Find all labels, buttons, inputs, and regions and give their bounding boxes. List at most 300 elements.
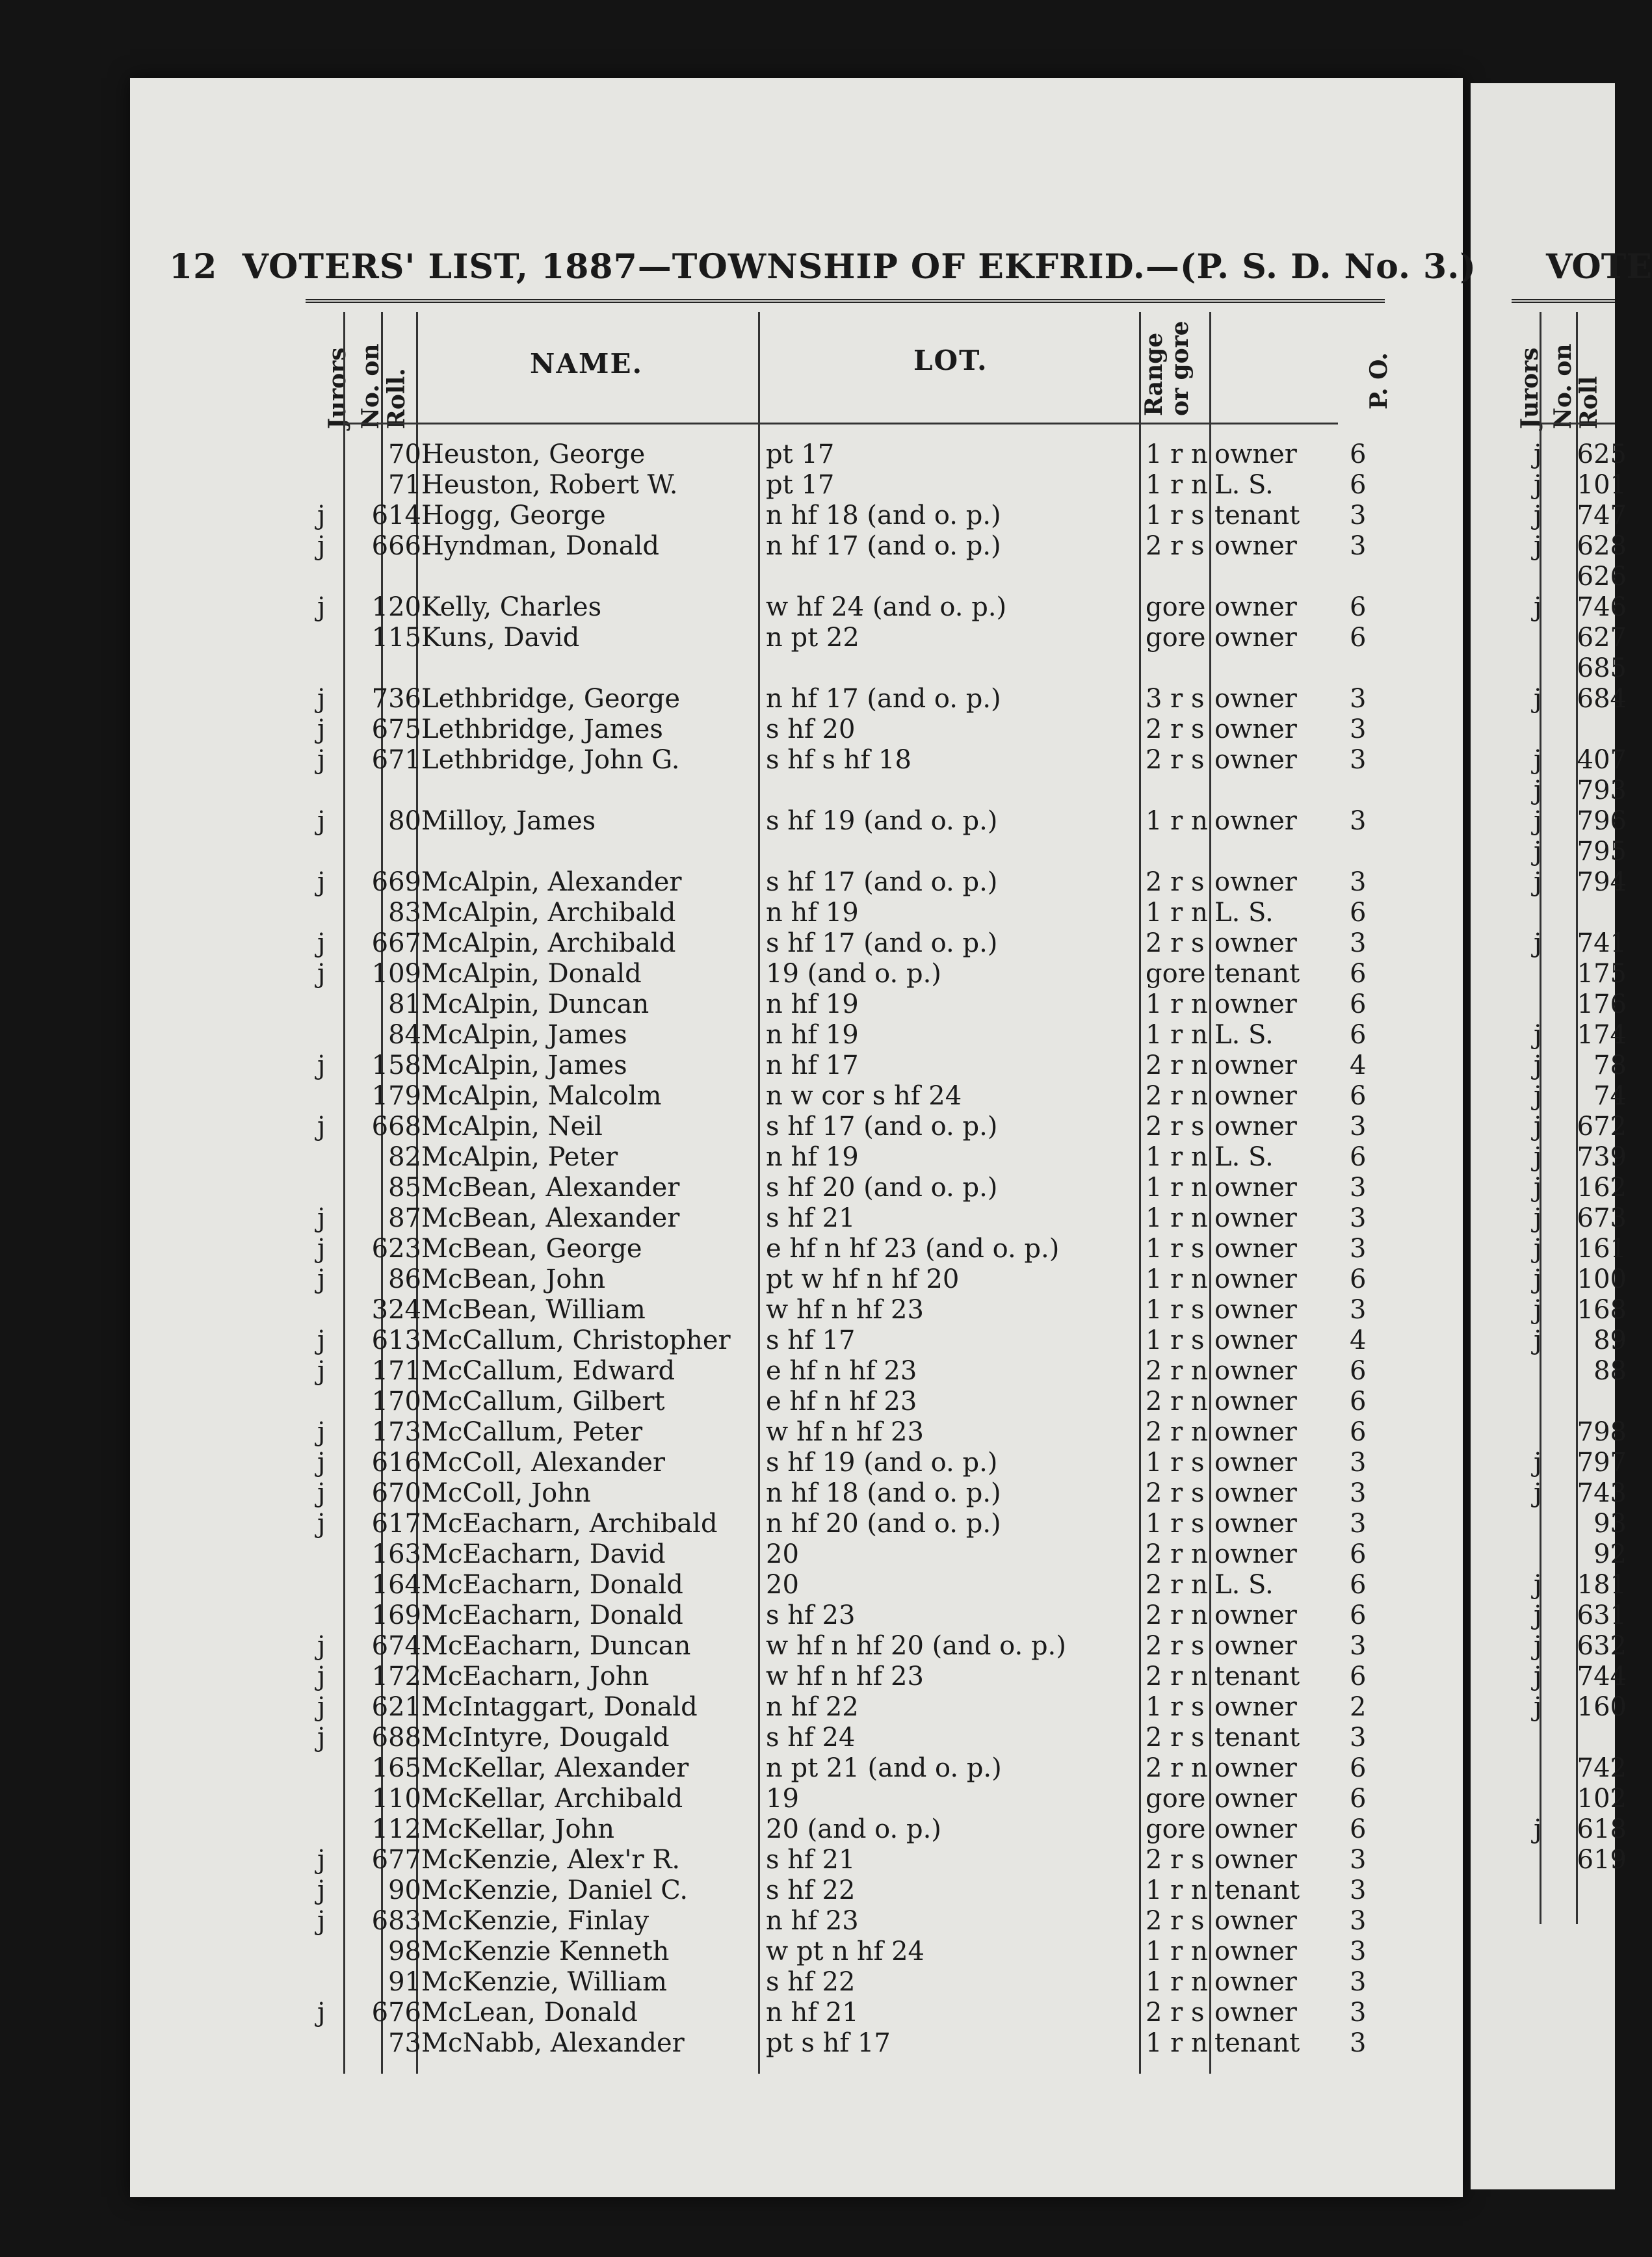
roll-number: 73 (388, 2028, 421, 2058)
roll-number: 170 (371, 1387, 421, 1416)
tenure-status: owner (1214, 806, 1297, 836)
range-or-gore: 1 r s (1146, 1295, 1205, 1325)
voter-name: McEacharn, David (421, 1539, 666, 1569)
rule-lot (758, 312, 760, 2074)
juror-mark: j (317, 806, 326, 836)
voter-name: McBean, John (421, 1264, 606, 1294)
voter-name: McKellar, Archibald (421, 1784, 683, 1814)
tenure-status: owner (1214, 1845, 1297, 1875)
range-or-gore: 2 r n (1146, 1662, 1208, 1691)
roll-number: 677 (371, 1845, 421, 1875)
tenure-status: owner (1214, 1356, 1297, 1386)
facing-juror-mark: j (1534, 1264, 1542, 1294)
range-or-gore: 2 r n (1146, 1356, 1208, 1386)
post-office: 3 (1350, 1203, 1367, 1233)
tenure-status: tenant (1214, 959, 1300, 989)
post-office: 3 (1350, 1875, 1367, 1905)
lot-description: n hf 19 (766, 1020, 859, 1050)
juror-mark: j (317, 1631, 326, 1661)
post-office: 6 (1350, 1600, 1367, 1630)
facing-juror-mark: j (1534, 1692, 1542, 1722)
lot-description: s hf 19 (and o. p.) (766, 806, 998, 836)
facing-roll-number: 175 (1577, 959, 1627, 989)
facing-roll-number: 174 (1577, 1020, 1627, 1050)
lot-description: s hf 23 (766, 1600, 856, 1630)
tenure-status: owner (1214, 1417, 1297, 1447)
voter-name: McAlpin, James (421, 1050, 627, 1080)
facing-roll-number: 797 (1577, 1448, 1627, 1478)
voter-name: McBean, George (421, 1234, 642, 1264)
range-or-gore: 1 r s (1146, 501, 1205, 530)
roll-number: 70 (388, 439, 421, 469)
roll-number: 163 (371, 1539, 421, 1569)
roll-number: 82 (388, 1142, 421, 1172)
tenure-status: tenant (1214, 1875, 1300, 1905)
range-or-gore: 2 r s (1146, 928, 1205, 958)
facing-roll-number: 74 (1593, 1081, 1627, 1111)
juror-mark: j (317, 1478, 326, 1508)
facing-juror-mark: j (1534, 1203, 1542, 1233)
range-or-gore: 2 r s (1146, 1478, 1205, 1508)
facing-roll-number: 798 (1577, 1417, 1627, 1447)
rule-range (1139, 312, 1141, 2074)
range-or-gore: 1 r n (1146, 1142, 1208, 1172)
roll-number: 120 (371, 592, 421, 622)
post-office: 6 (1350, 1417, 1367, 1447)
facing-juror-mark: j (1534, 531, 1542, 561)
voter-name: McAlpin, Malcolm (421, 1081, 662, 1111)
post-office: 3 (1350, 1509, 1367, 1539)
lot-description: w hf n hf 23 (766, 1295, 924, 1325)
voter-name: Milloy, James (421, 806, 596, 836)
voter-name: McEacharn, Duncan (421, 1631, 691, 1661)
roll-number: 683 (371, 1906, 421, 1936)
lot-description: s hf s hf 18 (766, 745, 911, 775)
tenure-status: owner (1214, 1784, 1297, 1814)
voter-name: Lethbridge, John G. (421, 745, 680, 775)
juror-mark: j (317, 1845, 326, 1875)
tenure-status: L. S. (1214, 1570, 1274, 1600)
post-office: 3 (1350, 1448, 1367, 1478)
post-office: 3 (1350, 1631, 1367, 1661)
range-or-gore: 2 r n (1146, 1570, 1208, 1600)
roll-number: 109 (371, 959, 421, 989)
post-office: 3 (1350, 2028, 1367, 2058)
tenure-status: owner (1214, 1631, 1297, 1661)
juror-mark: j (317, 684, 326, 714)
tenure-status: owner (1214, 1203, 1297, 1233)
tenure-status: owner (1214, 1937, 1297, 1966)
juror-mark: j (317, 867, 326, 897)
lot-description: n hf 19 (766, 989, 859, 1019)
roll-number: 676 (371, 1998, 421, 2028)
lot-description: n hf 17 (and o. p.) (766, 531, 1001, 561)
tenure-status: owner (1214, 928, 1297, 958)
tenure-status: owner (1214, 1387, 1297, 1416)
roll-number: 172 (371, 1662, 421, 1691)
post-office: 3 (1350, 1112, 1367, 1142)
range-or-gore: gore (1146, 1784, 1206, 1814)
roll-number: 179 (371, 1081, 421, 1111)
lot-description: 20 (766, 1539, 799, 1569)
roll-number: 80 (388, 806, 421, 836)
post-office: 3 (1350, 1295, 1367, 1325)
facing-col-no-on-roll: No. on Roll (1549, 343, 1603, 429)
facing-header-rule (1512, 299, 1615, 303)
tenure-status: owner (1214, 714, 1297, 744)
post-office: 4 (1350, 1050, 1367, 1080)
facing-roll-number: 795 (1577, 837, 1627, 867)
col-po: P. O. (1365, 352, 1393, 410)
juror-mark: j (317, 531, 326, 561)
facing-roll-number: 100 (1577, 1264, 1627, 1294)
voter-name: McEacharn, Archibald (421, 1509, 718, 1539)
facing-juror-mark: j (1534, 1325, 1542, 1355)
col-lot: LOT. (913, 345, 988, 376)
range-or-gore: gore (1146, 1814, 1206, 1844)
voter-name: McEacharn, Donald (421, 1600, 683, 1630)
facing-roll-number: 741 (1577, 928, 1627, 958)
juror-mark: j (317, 592, 326, 622)
lot-description: 19 (766, 1784, 799, 1814)
post-office: 6 (1350, 439, 1367, 469)
range-or-gore: 2 r s (1146, 1723, 1205, 1753)
juror-mark: j (317, 1417, 326, 1447)
lot-description: e hf n hf 23 (766, 1387, 917, 1416)
post-office: 3 (1350, 1906, 1367, 1936)
facing-juror-mark: j (1534, 1570, 1542, 1600)
tenure-status: tenant (1214, 1662, 1300, 1691)
voter-name: McKenzie Kenneth (421, 1937, 670, 1966)
juror-mark: j (317, 745, 326, 775)
juror-mark: j (317, 1325, 326, 1355)
voter-name: Kelly, Charles (421, 592, 602, 622)
range-or-gore: 2 r s (1146, 1998, 1205, 2028)
facing-juror-mark: j (1534, 1050, 1542, 1080)
post-office: 6 (1350, 959, 1367, 989)
page-title: VOTERS' LIST, 1887—TOWNSHIP OF EKFRID.—(P. S. D. No. 3.) (242, 247, 1476, 287)
lot-description: n hf 19 (766, 898, 859, 928)
lot-description: w hf 24 (and o. p.) (766, 592, 1007, 622)
facing-roll-number: 168 (1577, 1295, 1627, 1325)
roll-number: 164 (371, 1570, 421, 1600)
tenure-status: owner (1214, 1753, 1297, 1783)
range-or-gore: 1 r n (1146, 1020, 1208, 1050)
lot-description: w hf n hf 23 (766, 1417, 924, 1447)
facing-roll-number: 619 (1577, 1845, 1627, 1875)
tenure-status: owner (1214, 867, 1297, 897)
roll-number: 666 (371, 531, 421, 561)
range-or-gore: 2 r n (1146, 1539, 1208, 1569)
lot-description: s hf 17 (and o. p.) (766, 867, 998, 897)
roll-number: 324 (371, 1295, 421, 1325)
tenure-status: owner (1214, 439, 1297, 469)
range-or-gore: 2 r n (1146, 1417, 1208, 1447)
facing-roll-number: 162 (1577, 1173, 1627, 1203)
post-office: 6 (1350, 989, 1367, 1019)
roll-number: 110 (371, 1784, 421, 1814)
tenure-status: owner (1214, 1600, 1297, 1630)
range-or-gore: 1 r n (1146, 1875, 1208, 1905)
voter-name: McAlpin, Donald (421, 959, 642, 989)
roll-number: 169 (371, 1600, 421, 1630)
facing-juror-mark: j (1534, 1295, 1542, 1325)
range-or-gore: 1 r s (1146, 1509, 1205, 1539)
facing-juror-mark: j (1534, 867, 1542, 897)
col-name: NAME. (530, 348, 644, 380)
juror-mark: j (317, 959, 326, 989)
facing-roll-number: 747 (1577, 501, 1627, 530)
range-or-gore: 3 r s (1146, 684, 1205, 714)
facing-roll-number: 618 (1577, 1814, 1627, 1844)
juror-mark: j (317, 1234, 326, 1264)
range-or-gore: 2 r s (1146, 1906, 1205, 1936)
range-or-gore: 1 r n (1146, 2028, 1208, 2058)
facing-header-bottom-rule (1540, 423, 1615, 424)
voter-name: McKenzie, Finlay (421, 1906, 649, 1936)
voter-name: McCallum, Gilbert (421, 1387, 665, 1416)
post-office: 6 (1350, 1081, 1367, 1111)
post-office: 3 (1350, 1845, 1367, 1875)
post-office: 6 (1350, 898, 1367, 928)
tenure-status: owner (1214, 1998, 1297, 2028)
post-office: 3 (1350, 714, 1367, 744)
facing-roll-number: 631 (1577, 1600, 1627, 1630)
post-office: 6 (1350, 1570, 1367, 1600)
roll-number: 87 (388, 1203, 421, 1233)
range-or-gore: 1 r n (1146, 1203, 1208, 1233)
post-office: 3 (1350, 867, 1367, 897)
voter-name: McEacharn, Donald (421, 1570, 683, 1600)
post-office: 4 (1350, 1325, 1367, 1355)
range-or-gore: 2 r s (1146, 714, 1205, 744)
facing-roll-number: 160 (1577, 1692, 1627, 1722)
lot-description: n w cor s hf 24 (766, 1081, 962, 1111)
facing-roll-number: 101 (1577, 470, 1627, 500)
post-office: 3 (1350, 1937, 1367, 1966)
facing-roll-number: 793 (1577, 776, 1627, 805)
lot-description: w hf n hf 23 (766, 1662, 924, 1691)
tenure-status: tenant (1214, 501, 1300, 530)
facing-juror-mark: j (1534, 1814, 1542, 1844)
roll-number: 621 (371, 1692, 421, 1722)
range-or-gore: 2 r s (1146, 1112, 1205, 1142)
juror-mark: j (317, 1203, 326, 1233)
roll-number: 616 (371, 1448, 421, 1478)
voter-name: McAlpin, Archibald (421, 928, 676, 958)
tenure-status: owner (1214, 1478, 1297, 1508)
range-or-gore: 2 r n (1146, 1081, 1208, 1111)
facing-juror-mark: j (1534, 1112, 1542, 1142)
tenure-status: tenant (1214, 2028, 1300, 2058)
post-office: 3 (1350, 745, 1367, 775)
juror-mark: j (317, 928, 326, 958)
roll-number: 173 (371, 1417, 421, 1447)
lot-description: n hf 17 (and o. p.) (766, 684, 1001, 714)
roll-number: 668 (371, 1112, 421, 1142)
tenure-status: owner (1214, 1112, 1297, 1142)
facing-roll-number: 626 (1577, 562, 1627, 592)
range-or-gore: 2 r s (1146, 867, 1205, 897)
range-or-gore: 2 r s (1146, 1631, 1205, 1661)
facing-roll-number: 672 (1577, 1112, 1627, 1142)
facing-roll-number: 407 (1577, 745, 1627, 775)
voter-name: McAlpin, Alexander (421, 867, 682, 897)
facing-roll-number: 673 (1577, 1203, 1627, 1233)
tenure-status: owner (1214, 531, 1297, 561)
tenure-status: owner (1214, 1509, 1297, 1539)
juror-mark: j (317, 1692, 326, 1722)
roll-number: 675 (371, 714, 421, 744)
facing-roll-number: 746 (1577, 592, 1627, 622)
juror-mark: j (317, 1662, 326, 1691)
lot-description: e hf n hf 23 (766, 1356, 917, 1386)
juror-mark: j (317, 501, 326, 530)
facing-juror-mark: j (1534, 1020, 1542, 1050)
juror-mark: j (317, 1723, 326, 1753)
facing-juror-mark: j (1534, 501, 1542, 530)
post-office: 3 (1350, 684, 1367, 714)
voter-name: McBean, William (421, 1295, 646, 1325)
facing-roll-number: 739 (1577, 1142, 1627, 1172)
post-office: 6 (1350, 592, 1367, 622)
roll-number: 669 (371, 867, 421, 897)
lot-description: s hf 17 (766, 1325, 856, 1355)
juror-mark: j (317, 1264, 326, 1294)
tenure-status: owner (1214, 1539, 1297, 1569)
lot-description: s hf 20 (and o. p.) (766, 1173, 998, 1203)
tenure-status: owner (1214, 1692, 1297, 1722)
roll-number: 90 (388, 1875, 421, 1905)
tenure-status: L. S. (1214, 1020, 1274, 1050)
lot-description: s hf 19 (and o. p.) (766, 1448, 998, 1478)
range-or-gore: 2 r s (1146, 745, 1205, 775)
facing-roll-number: 794 (1577, 867, 1627, 897)
juror-mark: j (317, 1875, 326, 1905)
tenure-status: owner (1214, 592, 1297, 622)
facing-roll-number: 743 (1577, 1478, 1627, 1508)
facing-roll-number: 88 (1593, 1356, 1627, 1386)
tenure-status: owner (1214, 1325, 1297, 1355)
juror-mark: j (317, 1906, 326, 1936)
tenure-status: owner (1214, 1814, 1297, 1844)
lot-description: s hf 20 (766, 714, 856, 744)
roll-number: 165 (371, 1753, 421, 1783)
voter-name: McBean, Alexander (421, 1203, 680, 1233)
voter-name: McCallum, Peter (421, 1417, 643, 1447)
post-office: 2 (1350, 1692, 1367, 1722)
rule-jurors (343, 312, 345, 2074)
roll-number: 84 (388, 1020, 421, 1050)
facing-juror-mark: j (1534, 1142, 1542, 1172)
rule-status (1209, 312, 1211, 2074)
post-office: 6 (1350, 623, 1367, 653)
range-or-gore: 1 r n (1146, 1264, 1208, 1294)
lot-description: n hf 21 (766, 1998, 859, 2028)
post-office: 3 (1350, 1478, 1367, 1508)
tenure-status: owner (1214, 1234, 1297, 1264)
post-office: 3 (1350, 806, 1367, 836)
voter-name: McCallum, Edward (421, 1356, 675, 1386)
col-range: Range or gore (1140, 320, 1194, 416)
tenure-status: owner (1214, 1967, 1297, 1997)
voter-name: McIntyre, Dougald (421, 1723, 670, 1753)
roll-number: 614 (371, 501, 421, 530)
tenure-status: owner (1214, 1050, 1297, 1080)
facing-roll-number: 632 (1577, 1631, 1627, 1661)
post-office: 3 (1350, 1234, 1367, 1264)
post-office: 3 (1350, 531, 1367, 561)
voter-name: McKenzie, Daniel C. (421, 1875, 688, 1905)
tenure-status: owner (1214, 745, 1297, 775)
voter-name: Heuston, George (421, 439, 646, 469)
roll-number: 115 (371, 623, 421, 653)
facing-roll-number: 89 (1593, 1325, 1627, 1355)
facing-roll-number: 796 (1577, 806, 1627, 836)
range-or-gore: 1 r s (1146, 1692, 1205, 1722)
range-or-gore: 2 r n (1146, 1753, 1208, 1783)
facing-page-title: VOTE (1546, 247, 1652, 287)
col-no-on-roll: No. on Roll. (357, 343, 410, 429)
facing-roll-number: 684 (1577, 684, 1627, 714)
tenure-status: owner (1214, 1448, 1297, 1478)
roll-number: 171 (371, 1356, 421, 1386)
lot-description: w hf n hf 20 (and o. p.) (766, 1631, 1066, 1661)
lot-description: pt 17 (766, 470, 835, 500)
page-header (169, 247, 1476, 287)
tenure-status: owner (1214, 989, 1297, 1019)
facing-juror-mark: j (1534, 470, 1542, 500)
facing-juror-mark: j (1534, 1448, 1542, 1478)
range-or-gore: 1 r n (1146, 806, 1208, 836)
facing-juror-mark: j (1534, 837, 1542, 867)
lot-description: n hf 23 (766, 1906, 859, 1936)
facing-roll-number: 176 (1577, 989, 1627, 1019)
voter-name: McAlpin, James (421, 1020, 627, 1050)
tenure-status: owner (1214, 684, 1297, 714)
tenure-status: L. S. (1214, 898, 1274, 928)
facing-juror-mark: j (1534, 1081, 1542, 1111)
range-or-gore: 2 r n (1146, 1050, 1208, 1080)
lot-description: pt w hf n hf 20 (766, 1264, 960, 1294)
roll-number: 85 (388, 1173, 421, 1203)
roll-number: 688 (371, 1723, 421, 1753)
post-office: 6 (1350, 1539, 1367, 1569)
facing-roll-number: 742 (1577, 1753, 1627, 1783)
facing-juror-mark: j (1534, 928, 1542, 958)
facing-col-jurors: Jurors (1516, 347, 1543, 429)
roll-number: 86 (388, 1264, 421, 1294)
range-or-gore: 1 r n (1146, 470, 1208, 500)
facing-juror-mark: j (1534, 776, 1542, 805)
juror-mark: j (317, 1448, 326, 1478)
juror-mark: j (317, 1112, 326, 1142)
post-office: 6 (1350, 1020, 1367, 1050)
post-office: 3 (1350, 928, 1367, 958)
post-office: 3 (1350, 1723, 1367, 1753)
tenure-status: owner (1214, 623, 1297, 653)
tenure-status: L. S. (1214, 1142, 1274, 1172)
voter-name: McKenzie, Alex'r R. (421, 1845, 681, 1875)
range-or-gore: 2 r s (1146, 531, 1205, 561)
voter-name: Kuns, David (421, 623, 580, 653)
voter-name: McColl, John (421, 1478, 591, 1508)
facing-juror-mark: j (1534, 439, 1542, 469)
juror-mark: j (317, 1050, 326, 1080)
range-or-gore: 1 r n (1146, 1937, 1208, 1966)
post-office: 6 (1350, 1784, 1367, 1814)
facing-roll-number: 685 (1577, 653, 1627, 683)
